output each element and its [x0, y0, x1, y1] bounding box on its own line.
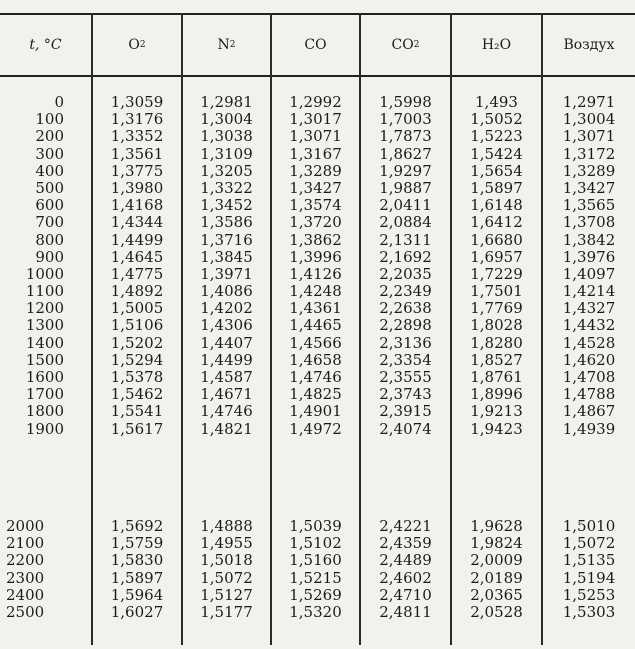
table-cell: 1,4888 [200, 517, 253, 535]
table-cell: 1,9628 [470, 517, 523, 535]
table-cell: 2,0009 [470, 551, 523, 570]
table-cell: 900 [35, 247, 64, 266]
table-cell: 1,2981 [200, 93, 253, 111]
header-n2: N 2 [217, 37, 236, 53]
column-air-2 [543, 518, 635, 621]
table-cell: 1,5964 [110, 585, 164, 604]
header-temperature: t, °C [29, 37, 62, 53]
header-co: CO [304, 37, 327, 53]
table-cell: 1,4620 [562, 350, 616, 369]
table-cell: 1,3971 [200, 264, 253, 283]
table-cell: 1,9423 [470, 419, 523, 438]
table-cell: 1,3038 [200, 127, 253, 146]
table-cell: 2,4489 [379, 551, 432, 570]
table-cell: 1,6412 [470, 213, 523, 232]
table-cell: 2,2898 [379, 316, 432, 335]
table-cell: 2500 [6, 602, 45, 621]
table-cell: 1,5039 [289, 517, 342, 535]
table-cell: 2,3743 [379, 385, 432, 404]
header-h2o: H₂O [481, 37, 512, 53]
table-cell: 1,5202 [110, 333, 164, 352]
table-cell: 1,3980 [110, 178, 164, 197]
table-cell: 1,4775 [110, 264, 164, 283]
header-rule [0, 75, 635, 77]
column-o2 [93, 94, 181, 438]
table-cell: 1,3452 [200, 196, 253, 215]
table-cell: 1,4746 [289, 368, 342, 386]
table-cell: 1,3561 [110, 144, 164, 163]
table-cell: 1,5759 [110, 534, 164, 553]
table-cell: 2,3555 [379, 368, 432, 386]
table-cell: 1,4327 [562, 299, 616, 318]
table-cell: 1,3427 [562, 178, 616, 197]
table-cell: 1,7769 [470, 299, 523, 318]
table-cell: 2100 [6, 534, 45, 553]
table-cell: 1,4202 [200, 299, 253, 318]
table-cell: 1,3071 [289, 127, 342, 146]
table-cell: 1,4671 [200, 385, 253, 404]
table-cell: 2,3915 [379, 402, 432, 421]
table-cell: 1,4658 [289, 350, 342, 369]
table-cell: 1,8527 [470, 350, 523, 369]
table-cell: 2,1692 [379, 247, 432, 266]
table-cell: 1,4955 [200, 534, 253, 553]
table-cell: 1,5160 [289, 551, 342, 570]
table-cell: 1,3862 [289, 230, 342, 249]
table-cell: 1800 [25, 402, 64, 421]
table-cell: 1,4788 [562, 385, 616, 404]
table-cell: 1,4126 [289, 264, 342, 283]
table-cell: 1500 [25, 350, 64, 369]
table-cell: 1,4248 [289, 282, 342, 301]
table-cell: 1,4528 [562, 333, 616, 352]
table-cell: 1,5072 [562, 534, 616, 553]
column-air [543, 94, 635, 438]
table-cell: 2,4602 [379, 568, 432, 587]
table-cell: 1,5127 [200, 585, 253, 604]
table-cell: 1,4214 [562, 282, 616, 301]
table-cell: 1,5320 [289, 602, 342, 621]
header-co2: CO 2 [391, 37, 420, 53]
table-cell: 1000 [25, 264, 64, 283]
table-cell: 1,3289 [289, 161, 342, 180]
table-cell: 1200 [25, 299, 64, 318]
table-cell: 1,3172 [562, 144, 616, 163]
table-cell: 1,3708 [562, 213, 616, 232]
table-cell: 1,4361 [289, 299, 342, 318]
table-cell: 1,5541 [110, 402, 164, 421]
table-cell: 1,9213 [470, 402, 523, 421]
table-cell: 1,5072 [200, 568, 253, 587]
table-cell: 1,2971 [562, 93, 616, 111]
table-cell: 1,4825 [289, 385, 342, 404]
table-cell: 1,3574 [289, 196, 342, 215]
table-cell: 1,493 [475, 93, 518, 111]
table-cell: 1,5897 [110, 568, 164, 587]
table-cell: 1,7003 [379, 110, 432, 129]
table-cell: 2,4359 [379, 534, 432, 553]
table-cell: 1,6680 [470, 230, 523, 249]
table-cell: 1,3289 [562, 161, 616, 180]
table-cell: 2400 [6, 585, 45, 604]
table-cell: 1,3565 [562, 196, 616, 215]
table-cell: 1,4499 [110, 230, 164, 249]
table-cell: 1,4344 [110, 213, 164, 232]
table-cell: 1,8028 [470, 316, 523, 335]
table-cell: 2,0189 [470, 568, 523, 587]
table-cell: 1,3167 [289, 144, 342, 163]
table-cell: 1,5052 [470, 110, 523, 129]
table-cell: 1,3004 [200, 110, 253, 129]
table-cell: 1,3017 [289, 110, 342, 129]
column-h2o-2 [452, 518, 541, 621]
table-cell: 1,3205 [200, 161, 253, 180]
table-cell: 1,5018 [200, 551, 253, 570]
table-cell: 700 [35, 213, 64, 232]
table-cell: 2,4811 [379, 602, 432, 621]
table-cell: 1,6957 [470, 247, 523, 266]
table-cell: 1,4407 [200, 333, 253, 352]
table-cell: 1,7501 [470, 282, 523, 301]
table-cell: 1,3976 [562, 247, 616, 266]
table-cell: 1,4306 [200, 316, 253, 335]
table-cell: 1,5135 [562, 551, 616, 570]
table-cell: 1,5005 [110, 299, 164, 318]
table-cell: 2000 [6, 517, 45, 535]
table-cell: 2,0884 [379, 213, 432, 232]
table-cell: 1,6027 [110, 602, 164, 621]
table-cell: 1,4972 [289, 419, 342, 438]
table-cell: 1,3176 [110, 110, 164, 129]
table-cell: 1,4708 [562, 368, 616, 386]
table-cell: 1,3004 [562, 110, 616, 129]
table-cell: 1,4867 [562, 402, 616, 421]
column-co [272, 94, 359, 438]
table-cell: 1,8761 [470, 368, 523, 386]
table-cell: 1,5223 [470, 127, 523, 146]
table-cell: 1,7873 [379, 127, 432, 146]
table-cell: 1,4587 [200, 368, 253, 386]
table-cell: 400 [35, 161, 64, 180]
table-cell: 2,3136 [379, 333, 432, 352]
table-cell: 1,4746 [200, 402, 253, 421]
table-cell: 300 [35, 144, 64, 163]
table-cell: 1,4645 [110, 247, 164, 266]
table-cell: 200 [35, 127, 64, 146]
table-cell: 1,8280 [470, 333, 523, 352]
table-cell: 1,5194 [562, 568, 616, 587]
table-cell: 2,2638 [379, 299, 432, 318]
table-cell: 1,8996 [470, 385, 523, 404]
table-cell: 1,4821 [200, 419, 253, 438]
table-cell: 1,5998 [379, 93, 432, 111]
table-cell: 500 [35, 178, 64, 197]
table-cell: 1,5462 [110, 385, 164, 404]
table-cell: 2,2035 [379, 264, 432, 283]
table-cell: 1,9824 [470, 534, 523, 553]
table-cell: 1,5654 [470, 161, 523, 180]
table-cell: 2,4221 [379, 517, 432, 535]
table-cell: 1300 [25, 316, 64, 335]
column-temperature-2 [6, 518, 86, 621]
table-cell: 600 [35, 196, 64, 215]
table-cell: 100 [35, 110, 64, 129]
column-co-2 [272, 518, 359, 621]
table-cell: 1,3845 [200, 247, 253, 266]
table-cell: 1,4939 [562, 419, 616, 438]
table-cell: 1,5424 [470, 144, 523, 163]
table-cell: 1,5106 [110, 316, 164, 335]
table-cell: 1,5617 [110, 419, 164, 438]
table-cell: 1,5010 [562, 517, 616, 535]
table-cell: 1,5303 [562, 602, 616, 621]
table-cell: 1100 [25, 282, 64, 301]
table-cell: 1,3842 [562, 230, 616, 249]
table-cell: 0 [54, 93, 64, 111]
table-cell: 1,3322 [200, 178, 253, 197]
table-cell: 1,3352 [110, 127, 164, 146]
header-o2: O 2 [128, 37, 146, 53]
table-cell: 1,5830 [110, 551, 164, 570]
table-cell: 1400 [25, 333, 64, 352]
table-cell: 1,3586 [200, 213, 253, 232]
table-cell: 1,3720 [289, 213, 342, 232]
table-cell: 1,5177 [200, 602, 253, 621]
table-cell: 2300 [6, 568, 45, 587]
table-cell: 1,4086 [200, 282, 253, 301]
table-cell: 1,9297 [379, 161, 432, 180]
table-cell: 1,4892 [110, 282, 164, 301]
column-n2-2 [183, 518, 270, 621]
table-cell: 1,4465 [289, 316, 342, 335]
column-co2-2 [361, 518, 450, 621]
table-cell: 2,3354 [379, 350, 432, 369]
table-cell: 2,0365 [470, 585, 523, 604]
table-cell: 1,3775 [110, 161, 164, 180]
table-cell: 1600 [25, 368, 64, 386]
table-cell: 800 [35, 230, 64, 249]
table-cell: 1,5294 [110, 350, 164, 369]
column-o2-2 [93, 518, 181, 621]
table-cell: 1,5102 [289, 534, 342, 553]
table-cell: 1,3059 [110, 93, 164, 111]
table-cell: 1,4168 [110, 196, 164, 215]
table-cell: 1,9887 [379, 178, 432, 197]
table-cell: 1,5378 [110, 368, 164, 386]
table-cell: 1700 [25, 385, 64, 404]
header-air: Воздух [563, 37, 615, 53]
table-cell: 2,4710 [379, 585, 432, 604]
table-cell: 1,2992 [289, 93, 342, 111]
table-cell: 2,0528 [470, 602, 523, 621]
table-cell: 1,8627 [379, 144, 432, 163]
table-cell: 1,5269 [289, 585, 342, 604]
column-n2 [183, 94, 270, 438]
table-cell: 1900 [25, 419, 64, 438]
table-cell: 1,3109 [200, 144, 253, 163]
column-h2o [452, 94, 541, 438]
column-temperature [0, 94, 64, 438]
table-cell: 1,5253 [562, 585, 616, 604]
table-cell: 1,4499 [200, 350, 253, 369]
table-cell: 1,5215 [289, 568, 342, 587]
table-cell: 2,4074 [379, 419, 432, 438]
table-cell: 1,4097 [562, 264, 616, 283]
table-cell: 2,0411 [379, 196, 432, 215]
table-cell: 1,4901 [289, 402, 342, 421]
table-cell: 1,5897 [470, 178, 523, 197]
table-cell: 1,5692 [110, 517, 164, 535]
column-co2 [361, 94, 450, 438]
table-cell: 1,3427 [289, 178, 342, 197]
table-cell: 2200 [6, 551, 45, 570]
table-cell: 1,7229 [470, 264, 523, 283]
table-cell: 1,4432 [562, 316, 616, 335]
table-cell: 1,6148 [470, 196, 523, 215]
table-cell: 2,2349 [379, 282, 432, 301]
table-cell: 2,1311 [379, 230, 432, 249]
table-cell: 1,3716 [200, 230, 253, 249]
table-cell: 1,3996 [289, 247, 342, 266]
table-cell: 1,3071 [562, 127, 616, 146]
table-cell: 1,4566 [289, 333, 342, 352]
